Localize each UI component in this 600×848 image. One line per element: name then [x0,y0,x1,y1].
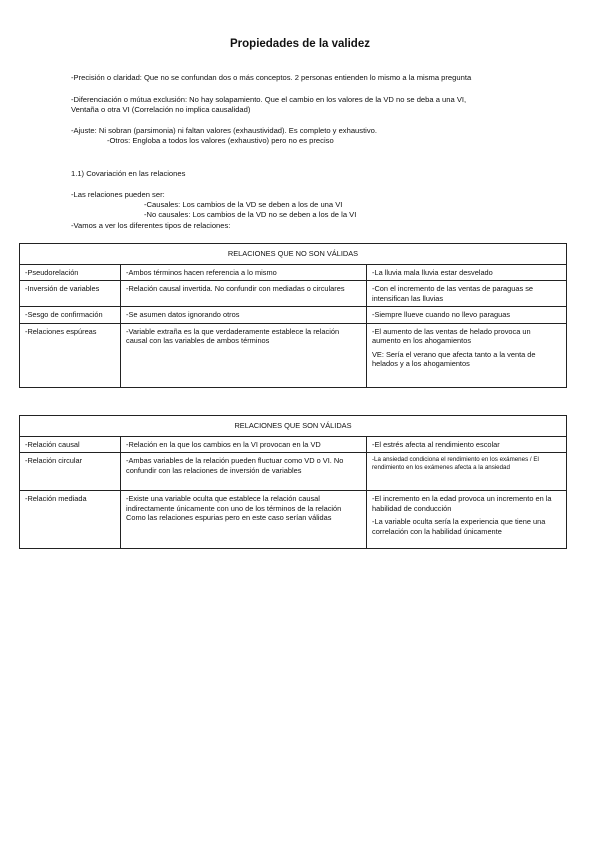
table-row [20,436,567,453]
table-row [20,264,567,281]
table-row [20,453,567,491]
cell-descripcion: -Ambos términos hacen referencia a lo mismo [121,264,367,281]
cell-descripcion: -Se asumen datos ignorando otros [121,307,367,324]
cell-descripcion: -Relación en la que los cambios en la VI provocan en la VD [121,436,367,453]
cell-descripcion: -Existe una variable oculta que establece la relación causal indirectamente únicamente con uno de los términos de la relación Como las relaciones espurias pero en este caso serían válidas [121,491,367,549]
table-row [20,491,567,549]
ejemplo-extra-text: -La variable oculta sería la experiencia que tiene una correlación con la habilidad únicamente [372,517,546,536]
relaciones-pueden-text: -Las relaciones pueden ser: [71,190,165,199]
cell-descripcion: -Variable extraña es la que verdaderamente establece la relación causal con las variables de ambos términos [121,323,367,387]
ejemplo-text: -El incremento en la edad provoca un incremento en la habilidad de conducción [372,494,552,513]
table-relaciones-no-validas [19,243,567,388]
cell-ejemplo: -La ansiedad condiciona el rendimiento en los exámenes / El rendimiento en los exámenes afecta a la ansiedad [367,453,567,491]
ajuste-paragraph: -Ajuste: Ni sobran (parsimonia) ni faltan valores (exhaustividad). Es completo y exhaustivo. [71,126,377,135]
cell-tipo: -Relación circular [20,453,121,491]
cell-descripcion: -Relación causal invertida. No confundir con mediadas o circulares [121,281,367,307]
otros-paragraph: -Otros: Engloba a todos los valores (exhaustivo) pero no es preciso [107,136,334,145]
cell-tipo: -Pseudorelación [20,264,121,281]
cell-tipo: -Inversión de variables [20,281,121,307]
diferenciacion-paragraph [71,95,541,115]
cell-ejemplo: -Con el incremento de las ventas de paraguas se intensifican las lluvias [367,281,567,307]
table-row [20,307,567,324]
precision-paragraph: -Precisión o claridad: Que no se confundan dos o más conceptos. 2 personas entienden lo mismo a la misma pregunta [71,73,472,82]
page-title: Propiedades de la validez [230,38,370,50]
vamos-text: -Vamos a ver los diferentes tipos de relaciones: [71,221,231,230]
ejemplo-text: -El aumento de las ventas de helado provoca un aumento en los ahogamientos [372,326,531,345]
diferenciacion-line-1: -Diferenciación o mútua exclusión: No hay solapamiento. Que el cambio en los valores de la VD no se deba a una VI, [71,95,467,104]
cell-tipo: -Sesgo de confirmación [20,307,121,324]
no-causales-text: -No causales: Los cambios de la VD no se deben a los de la VI [144,210,357,219]
table-row [20,281,567,307]
table-header: RELACIONES QUE SON VÁLIDAS [20,416,567,437]
cell-descripcion: -Ambas variables de la relación pueden fluctuar como VD o VI. No confundir con las relaciones de inversión de variables [121,453,367,491]
causales-text: -Causales: Los cambios de la VD se deben a los de una VI [144,200,343,209]
cell-ejemplo: -Siempre llueve cuando no llevo paraguas [367,307,567,324]
diferenciacion-line-2: Ventaña o otra VI (Correlación no implica causalidad) [71,105,251,114]
cell-ejemplo: -La lluvia mala lluvia estar desvelado [367,264,567,281]
cell-ejemplo: -El estrés afecta al rendimiento escolar [367,436,567,453]
cell-tipo: -Relación mediada [20,491,121,549]
ejemplo-extra-text: VE: Sería el verano que afecta tanto a la venta de helados y a los ahogamientos [372,349,536,368]
table-header: RELACIONES QUE NO SON VÁLIDAS [20,244,567,265]
cell-ejemplo [367,323,567,387]
table-relaciones-validas [19,415,567,549]
cell-ejemplo [367,491,567,549]
cell-tipo: -Relaciones espúreas [20,323,121,387]
table-row [20,323,567,387]
cell-tipo: -Relación causal [20,436,121,453]
covariacion-heading: 1.1) Covariación en las relaciones [71,169,186,178]
